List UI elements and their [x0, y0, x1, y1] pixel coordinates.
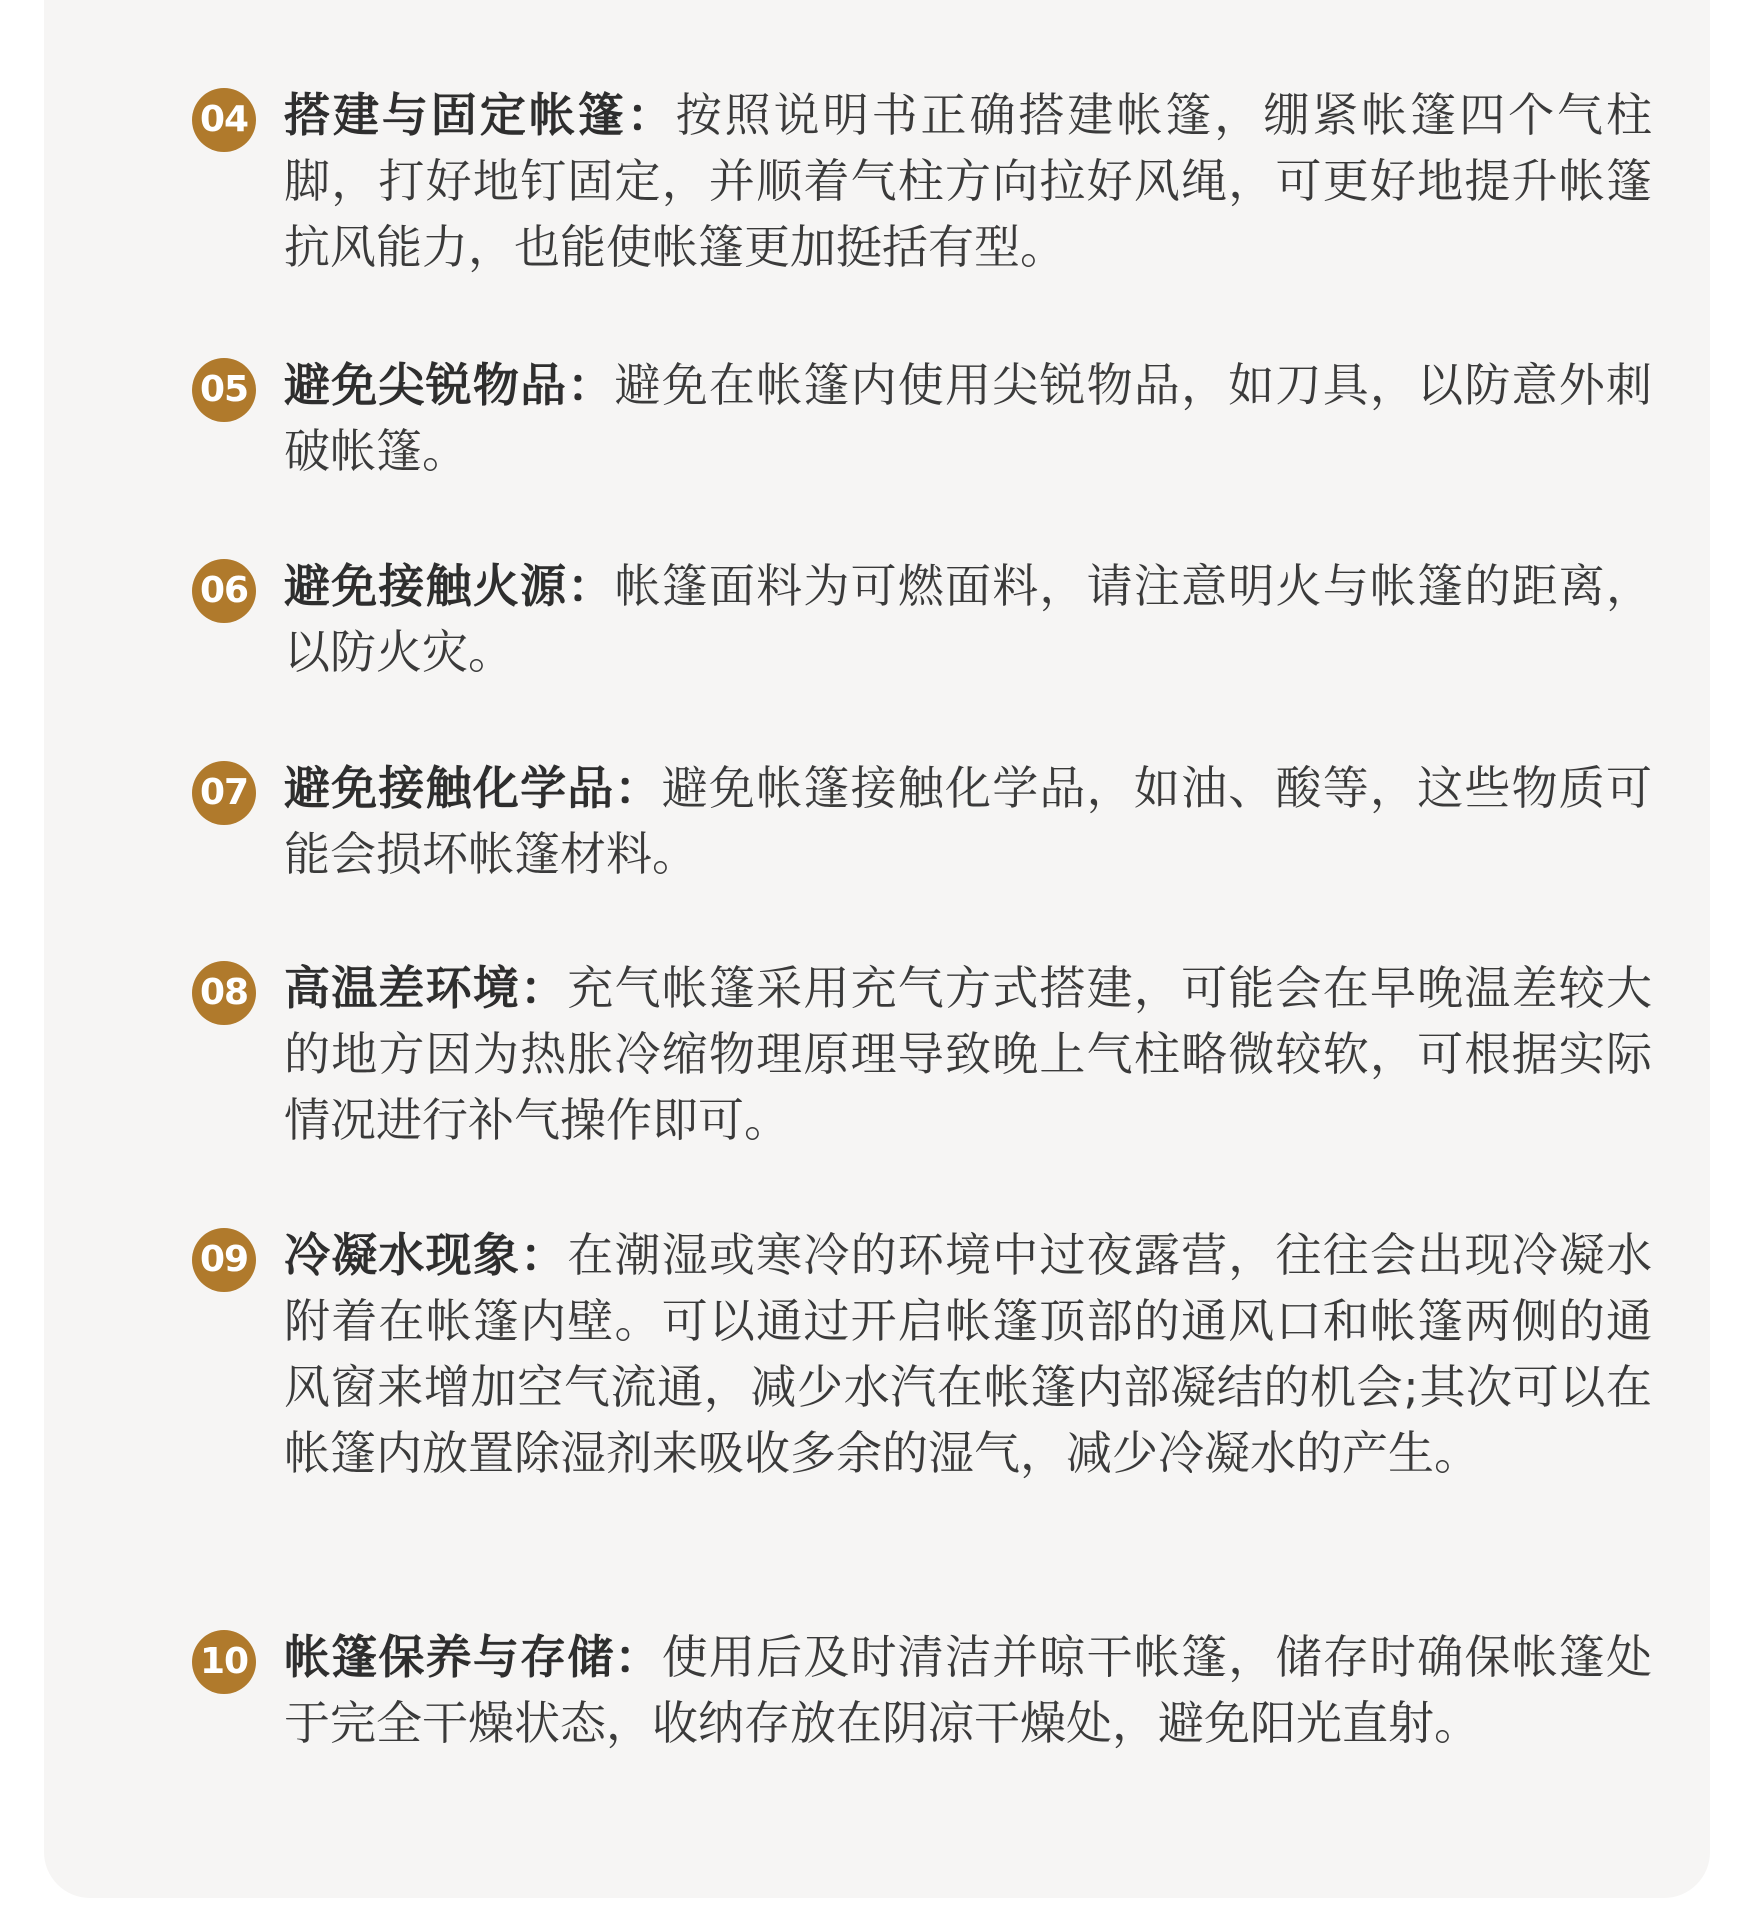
tip-text	[284, 82, 1652, 280]
tip-body: 按照说明书正确搭建帐篷，绷紧帐篷四个气柱脚，打好地钉固定，并顺着气柱方向拉好风绳，可更好地提升帐篷抗风能力，也能使帐篷更加挺括有型。	[284, 88, 1653, 274]
tip-title: 冷凝水现象：	[284, 1228, 568, 1282]
tip-title: 避免尖锐物品：	[284, 358, 615, 412]
tip-item-06	[192, 553, 1652, 685]
tip-title: 帐篷保养与存储：	[284, 1630, 662, 1684]
tip-item-04	[192, 82, 1652, 280]
tip-text	[284, 1222, 1652, 1486]
tip-item-07	[192, 755, 1652, 887]
number-badge: 07	[192, 761, 256, 825]
tip-title: 避免接触化学品：	[284, 761, 662, 815]
tip-text	[284, 1624, 1652, 1756]
tip-body: 在潮湿或寒冷的环境中过夜露营，往往会出现冷凝水附着在帐篷内壁。可以通过开启帐篷顶部的通风口和帐篷两侧的通风窗来增加空气流通，减少水汽在帐篷内部凝结的机会;其次可以在帐篷内放置除湿剂来吸收多余的湿气，减少冷凝水的产生。	[284, 1228, 1653, 1480]
tip-title: 搭建与固定帐篷：	[284, 88, 676, 142]
tip-body: 充气帐篷采用充气方式搭建，可能会在早晚温差较大的地方因为热胀冷缩物理原理导致晚上气柱略微较软，可根据实际情况进行补气操作即可。	[284, 961, 1653, 1147]
number-badge: 08	[192, 961, 256, 1025]
tip-text	[284, 352, 1652, 484]
tip-item-05	[192, 352, 1652, 484]
tip-body: 帐篷面料为可燃面料，请注意明火与帐篷的距离，以防火灾。	[284, 559, 1652, 679]
tip-item-10	[192, 1624, 1652, 1756]
tips-card	[44, 0, 1710, 1898]
number-badge: 06	[192, 559, 256, 623]
number-badge: 10	[192, 1630, 256, 1694]
tip-text	[284, 955, 1652, 1153]
tip-item-09	[192, 1222, 1652, 1486]
tip-body: 避免在帐篷内使用尖锐物品，如刀具，以防意外刺破帐篷。	[284, 358, 1652, 478]
tip-body: 避免帐篷接触化学品，如油、酸等，这些物质可能会损坏帐篷材料。	[284, 761, 1653, 881]
tip-title: 高温差环境：	[284, 961, 568, 1015]
tip-text	[284, 553, 1652, 685]
tip-title: 避免接触火源：	[284, 559, 615, 613]
number-badge: 09	[192, 1228, 256, 1292]
tip-body: 使用后及时清洁并晾干帐篷，储存时确保帐篷处于完全干燥状态，收纳存放在阴凉干燥处，避免阳光直射。	[284, 1630, 1653, 1750]
tip-item-08	[192, 955, 1652, 1153]
number-badge: 04	[192, 88, 256, 152]
number-badge: 05	[192, 358, 256, 422]
tip-text	[284, 755, 1652, 887]
